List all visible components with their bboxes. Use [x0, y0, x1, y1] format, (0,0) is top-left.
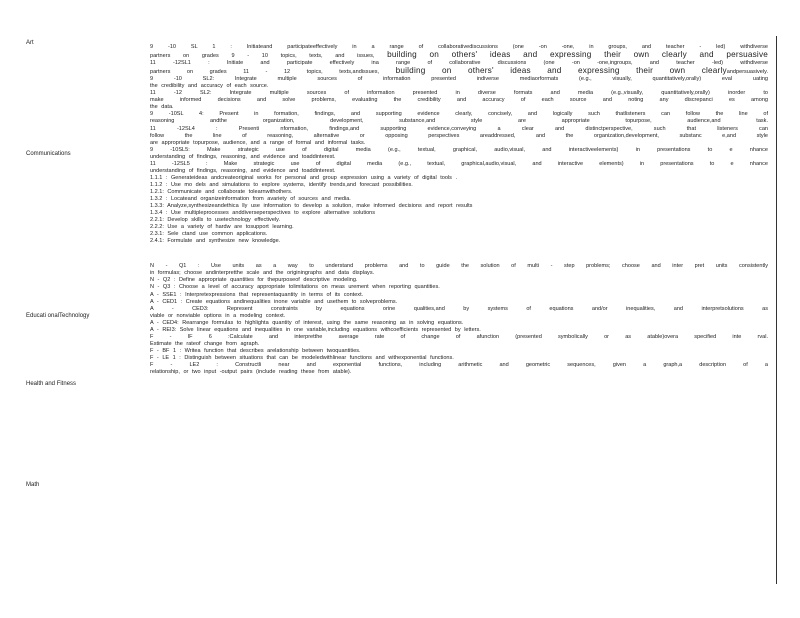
standard-line: 11 -12SL1 : Initiate and participate effectively ina range of collaborative discussions (one -on -one,ingroups, and teacher -led) withdiverse	[150, 60, 768, 67]
standard-line: F - LE2 : Constructli near and exponential functions, including arithmetic and geometric sequences, given a graph,a description of a	[150, 361, 768, 368]
standard-line: in formulas; choose andinterpretthe scale and the originingraphs and data displays.	[150, 270, 375, 277]
standard-line: F - LE 1 : Distinguish between situations that can be modeledwithlinear functions and withexponential functions.	[150, 354, 454, 361]
standard-line: partners on grades 11 - 12 topics, texts,andissues, building on others' ideas and expressing their own clearlyandpersuasively.	[150, 66, 768, 76]
standard-line: F - IF 6 :Calculate and interpretthe average rate of change of afunction (presented symbolically or as atable)overa specified inte rval.	[150, 333, 768, 340]
subject-art: Art	[26, 40, 34, 46]
standard-line: N - Q1 : Use units as a way to understand problems and to guide the solution of multi - step problems; choose and inter pret units consistently	[150, 263, 768, 270]
standard-line: 1.1.2 : Use mo dels and simulations to explore systems, identify trends,and forecast possibilities.	[150, 181, 413, 188]
standard-line: A - CED4: Rearrange formulas to highlighta quantity of interest, using the same reasoning as in solving equations.	[150, 319, 464, 326]
standard-line: 11 -12SL5 : Make strategic use of digital media (e.g., textual, graphical,audio,visual, and interactive elements) in presentations to e nhance	[150, 160, 768, 167]
standard-line: viable or nonviable options in a modeling context.	[150, 312, 286, 319]
emphasized-text: building on others' ideas and expressing their own clearly and persuasive	[387, 50, 768, 60]
edtech-standards	[150, 175, 768, 245]
standard-line: reasoning andthe organization, development, substance,and style are appropriate topurpose, audience,and task.	[150, 118, 768, 125]
standard-line: follow the line of reasoning, alternative or opposing perspectives areaddressed, and the organization,development, substanc e,and style	[150, 132, 768, 139]
communications-standards	[150, 44, 768, 175]
subject-educational-technology: Educati onalTechnology	[26, 313, 90, 319]
standard-line: 1.3.2 : Locateand organizeinformation from avariety of sources and media.	[150, 195, 351, 202]
standard-line: make informed decisions and solve problems, evaluating the credibility and accuracy of each source and noting any discrepanci es among	[150, 97, 768, 104]
standard-line: 1.1.1 : Generateideas andcreateoriginal works for personal and group expression using a variety of digital tools .	[150, 174, 458, 181]
standard-line: the credibility and accuracy of each source.	[150, 83, 269, 90]
standard-line: A - CED1 : Create equations andinequalities inone variable and usethem to solveproblems.	[150, 298, 398, 305]
standard-line: Estimate the rateof change from agraph.	[150, 340, 260, 347]
emphasized-text: building on others' ideas and expressing their own clearly	[395, 66, 727, 76]
standard-line: 11 -12SL4 : Presenti nformation, findings,and supporting evidence,conveying a clear and distinctperspective, such that listeners can	[150, 125, 768, 132]
standard-line: 9 -10 SL 1 : Initiateand participateeffectively in a range of collaborativediscussions (one -on -one, in groups, and teacher - led) withdiverse	[150, 44, 768, 50]
standard-line: 2.2.2: Use a variety of hardw are tosupport learning.	[150, 224, 294, 231]
subject-health-fitness: Health and Fitness	[26, 381, 77, 387]
standard-line: F - BF 1 : Writea function that describes arelationship between twoquantities.	[150, 347, 361, 354]
standard-line: 1.2.1: Communicate and collaborate tolearnwithothers.	[150, 188, 293, 195]
standard-line: 1.3.4 : Use multipleprocesses anddiverseperspectives to explore alternative solutions	[150, 210, 376, 217]
standard-line: 11 -12 SL2: Integrate multiple sources of information presented in diverse formats and media (e.g.,visually, quantitatively,orally) inorder to	[150, 90, 768, 97]
standard-line: 2.4.1: Formulate and synthesize new knowledge.	[150, 238, 281, 245]
standard-line: 2.3.1: Sele ctand use common applications.	[150, 231, 268, 238]
standard-line: 2.2.1: Develop skills to usetechnology effectively.	[150, 217, 281, 224]
standards-column	[150, 44, 768, 376]
standard-line: A - SSE1 : Interpretexpressions that representaquantity in terms of its context.	[150, 291, 364, 298]
standard-line: 1.3.3: Analyze,synthesizeandethica lly use information to develop a solution, make informed decisions and report results	[150, 203, 473, 210]
standard-line: are appropriate topurpose, audience, and a range of formal and informal tasks.	[150, 139, 366, 146]
standard-line: 9 -10SL5: Make strategic use of digital media (e.g., textual, graphical, audio,visual, and interactiveelements) in presentations to e nhance	[150, 146, 768, 153]
standard-line: N - Q2 : Define appropriate quantities for thepurposeof descriptive modeling.	[150, 277, 358, 284]
math-standards	[150, 263, 768, 376]
standard-line: 9 -10SL 4: Present in formation, findings, and supporting evidence clearly, concisely, and logically such thatlisteners can follow the line of	[150, 111, 768, 118]
standard-line: the data.	[150, 104, 174, 111]
standard-line: 9 -10 SL2: Integrate multiple sources of information presented indiverse mediaorformats (e.g., visually, quantitatively,orally) eval uating	[150, 76, 768, 83]
standard-line: partners on grades 9 - 10 topics, texts, and issues, building on others' ideas and expressing their own clearly and persuasive	[150, 50, 768, 60]
standard-line: A - REI3: Solve linear equations and inequalities in one variable,including equations withcoefficients represented by letters.	[150, 326, 481, 333]
standard-line: understanding of findings, reasoning, and evidence and toaddinterest.	[150, 153, 336, 160]
standard-line: A - CED3: Represent constraints by equations orine qualities,and by systems of equations and/or inequalities, and interpretsolutions as	[150, 305, 768, 312]
subject-communications: Communications	[26, 151, 71, 157]
vertical-rule	[776, 36, 777, 584]
standard-line: understanding of findings, reasoning, and evidence and toaddinterest.	[150, 167, 336, 174]
subject-math: Math	[26, 482, 40, 488]
standard-line: relationship, or two input -output pairs (include reading these from atable).	[150, 369, 352, 376]
standard-line: N - Q3 : Choose a level of accuracy appropriate tolimitations on meas urement when reporting quantities.	[150, 284, 440, 291]
